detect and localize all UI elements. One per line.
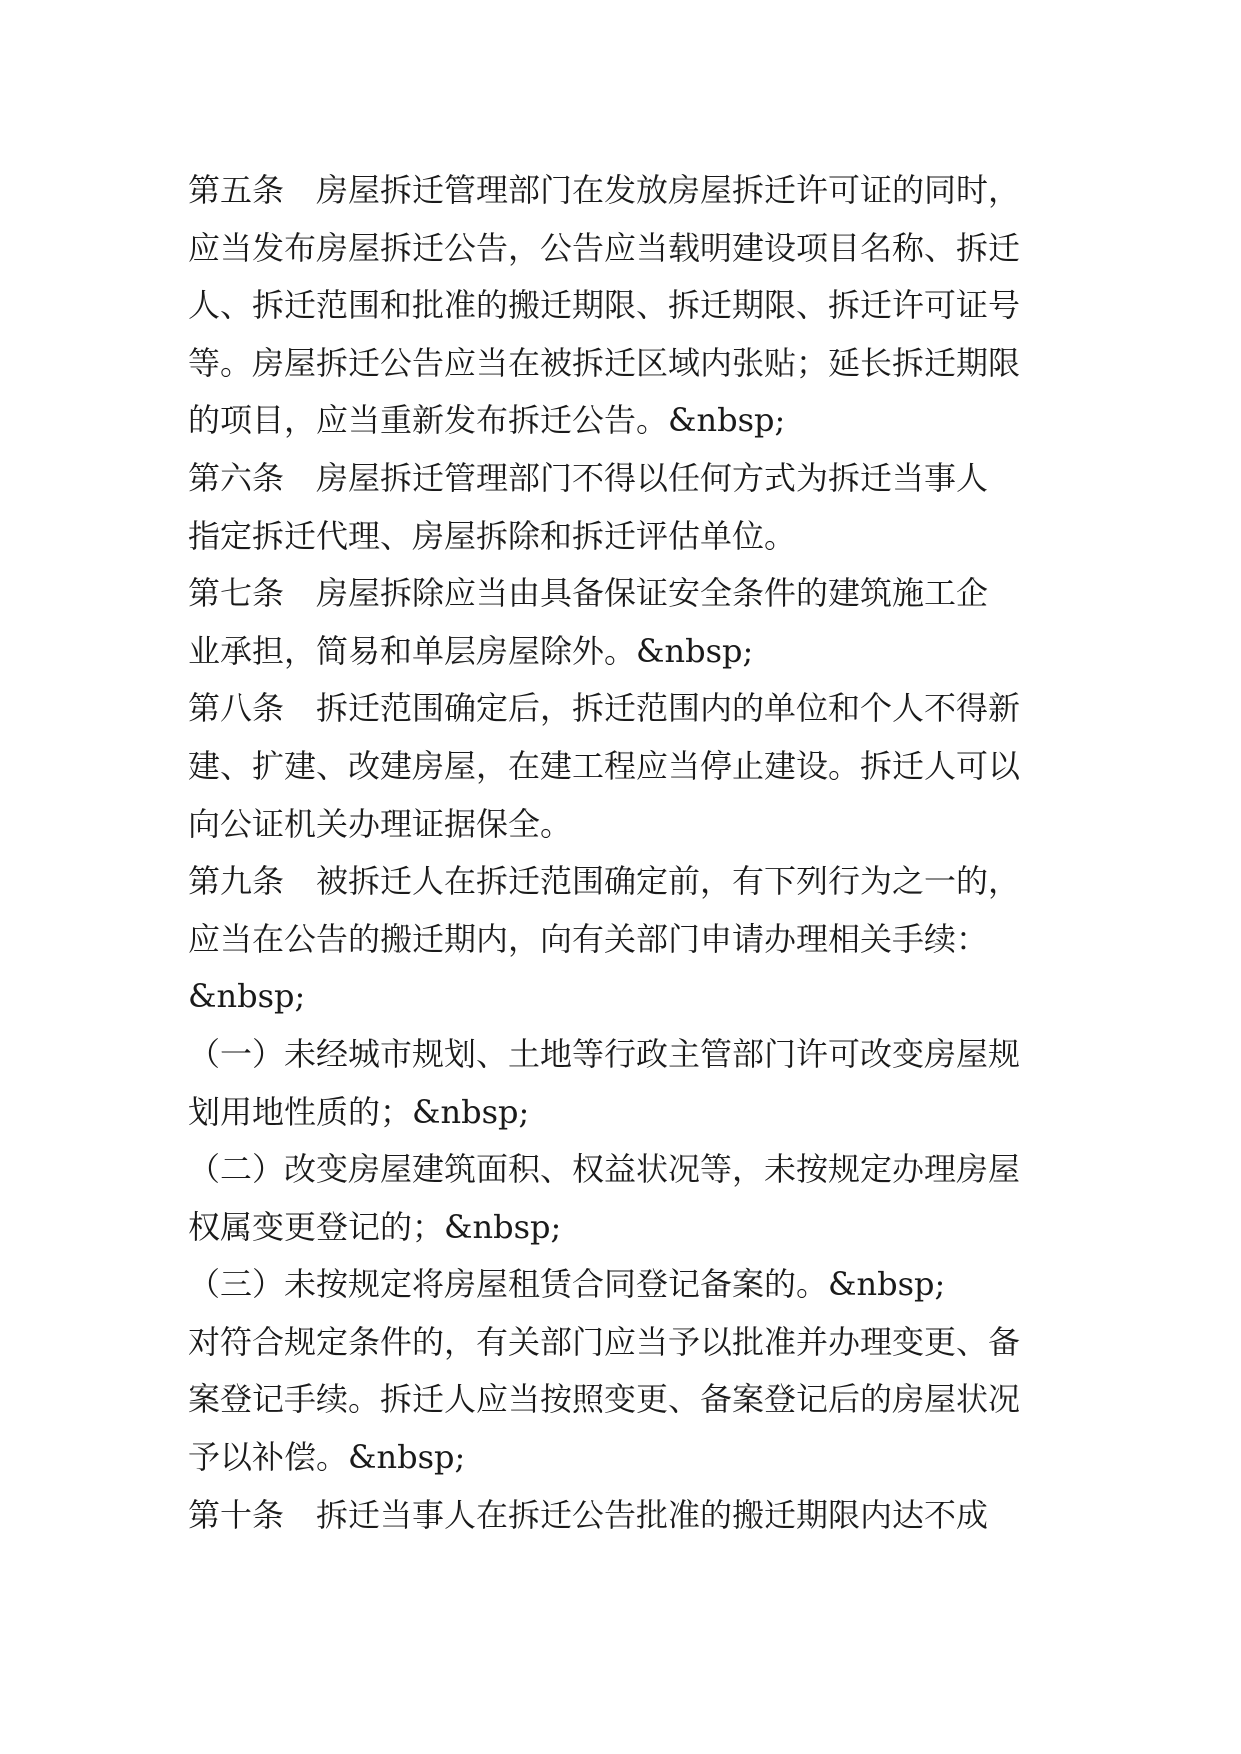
text-line: 予以补偿。&nbsp; [188,1438,466,1477]
text-line: &nbsp; [188,977,306,1016]
text-line: （三）未按规定将房屋租赁合同登记备案的。&nbsp; [188,1265,946,1304]
text-line: 划用地性质的；&nbsp; [188,1092,530,1131]
text-line: （一）未经城市规划、土地等行政主管部门许可改变房屋规 [188,1034,1021,1073]
text-line: 案登记手续。拆迁人应当按照变更、备案登记后的房屋状况 [188,1380,1021,1419]
text-line: 的项目，应当重新发布拆迁公告。&nbsp; [188,401,786,440]
text-line: 第十条 拆迁当事人在拆迁公告批准的搬迁期限内达不成 [188,1495,989,1534]
text-line: 向公证机关办理证据保全。 [188,804,573,843]
text-line: 业承担，简易和单层房屋除外。&nbsp; [188,631,754,670]
text-line: 建、扩建、改建房屋，在建工程应当停止建设。拆迁人可以 [188,746,1021,785]
text-line: 权属变更登记的；&nbsp; [188,1207,562,1246]
text-line: 等。房屋拆迁公告应当在被拆迁区域内张贴；延长拆迁期限 [188,343,1021,382]
text-line: 应当发布房屋拆迁公告，公告应当载明建设项目名称、拆迁 [188,228,1021,267]
text-line: 第五条 房屋拆迁管理部门在发放房屋拆迁许可证的同时， [188,171,1021,209]
text-line: 第九条 被拆迁人在拆迁范围确定前，有下列行为之一的， [188,862,1021,901]
text-line: （二）改变房屋建筑面积、权益状况等，未按规定办理房屋 [188,1150,1021,1189]
text-line: 第八条 拆迁范围确定后，拆迁范围内的单位和个人不得新 [188,689,1021,728]
text-line: 对符合规定条件的，有关部门应当予以批准并办理变更、备 [188,1322,1021,1361]
text-line: 指定拆迁代理、房屋拆除和拆迁评估单位。 [188,516,797,555]
text-line: 第六条 房屋拆迁管理部门不得以任何方式为拆迁当事人 [188,458,989,497]
text-line: 应当在公告的搬迁期内，向有关部门申请办理相关手续： [188,919,989,958]
text-line: 第七条 房屋拆除应当由具备保证安全条件的建筑施工企 [188,574,989,613]
text-line: 人、拆迁范围和批准的搬迁期限、拆迁期限、拆迁许可证号 [188,286,1021,325]
document-body [188,162,1068,1544]
